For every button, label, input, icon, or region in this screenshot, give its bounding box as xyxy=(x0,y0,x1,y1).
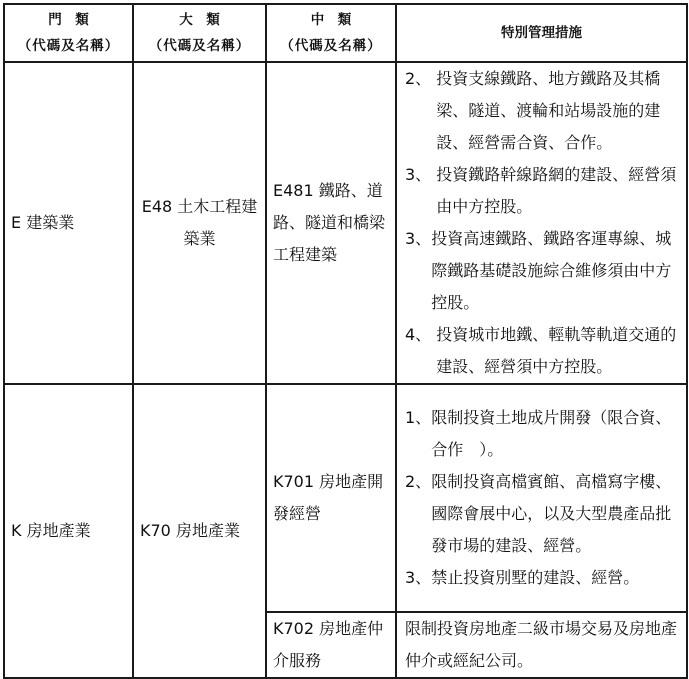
table-row xyxy=(4,384,687,612)
measure-item xyxy=(405,319,680,383)
measure-item xyxy=(405,402,680,466)
da-cell: K70 房地產業 xyxy=(133,384,266,678)
measure-text: 限制投資房地產二級市場交易及房地產仲介或經紀公司。 xyxy=(405,619,678,670)
measure-item xyxy=(405,223,680,319)
header-men-title: 門 類 xyxy=(48,12,89,28)
measure-text: 投資城市地鐵、輕軌等軌道交通的建設、經營須中方控股。 xyxy=(436,325,677,376)
regulation-table xyxy=(3,3,688,679)
measure-text: 限制投資高檔賓館、高檔寫字樓、國際會展中心，以及大型農產品批發市場的建設、經營。 xyxy=(431,472,672,555)
measure-text: 禁止投資別墅的建設、經營。 xyxy=(431,568,640,587)
header-da-title: 大 類 xyxy=(179,12,220,28)
measures-cell xyxy=(396,612,687,678)
measures-cell xyxy=(396,62,687,384)
header-zhong xyxy=(266,4,396,62)
measure-text: 投資高速鐵路、鐵路客運專線、城際鐵路基礎設施綜合維修須由中方控股。 xyxy=(431,229,672,312)
measure-item xyxy=(405,562,680,594)
men-cell: E 建築業 xyxy=(4,62,133,384)
header-zhong-sub: （代碼及名稱） xyxy=(280,38,382,54)
measure-text: 投資支線鐵路、地方鐵路及其橋梁、隧道、渡輪和站場設施的建設、經營需合資、合作。 xyxy=(436,69,661,152)
header-men xyxy=(4,4,133,62)
table-row xyxy=(4,62,687,384)
measure-number: 2、 xyxy=(405,69,437,88)
zhong-cell: E481 鐵路、道路、隧道和橋梁工程建築 xyxy=(266,62,396,384)
men-cell: K 房地產業 xyxy=(4,384,133,678)
measure-number: 1、 xyxy=(405,408,432,427)
measure-number: 2、 xyxy=(405,472,432,491)
measure-text: 投資鐵路幹線路網的建設、經營須由中方控股。 xyxy=(436,165,677,216)
measure-number: 3、 xyxy=(405,229,432,248)
header-zhong-title: 中 類 xyxy=(310,12,352,28)
header-da-sub: （代碼及名稱） xyxy=(148,38,251,54)
header-men-sub: （代碼及名稱） xyxy=(17,38,120,54)
measure-item xyxy=(405,466,680,562)
measure-number: 3、 xyxy=(405,568,432,587)
zhong-cell: K701 房地產開發經營 xyxy=(266,384,396,612)
measure-number: 3、 xyxy=(405,165,437,184)
header-da xyxy=(133,4,266,62)
header-row xyxy=(4,4,687,62)
measures-cell xyxy=(396,384,687,612)
measure-item xyxy=(405,159,680,223)
measure-number: 4、 xyxy=(405,325,437,344)
header-measures: 特別管理措施 xyxy=(396,4,687,62)
da-cell: E48 土木工程建築業 xyxy=(133,62,266,384)
measure-item xyxy=(405,63,680,159)
zhong-cell: K702 房地產仲介服務 xyxy=(266,612,396,678)
measure-text: 限制投資土地成片開發（限合資、合作 ）。 xyxy=(431,408,672,459)
